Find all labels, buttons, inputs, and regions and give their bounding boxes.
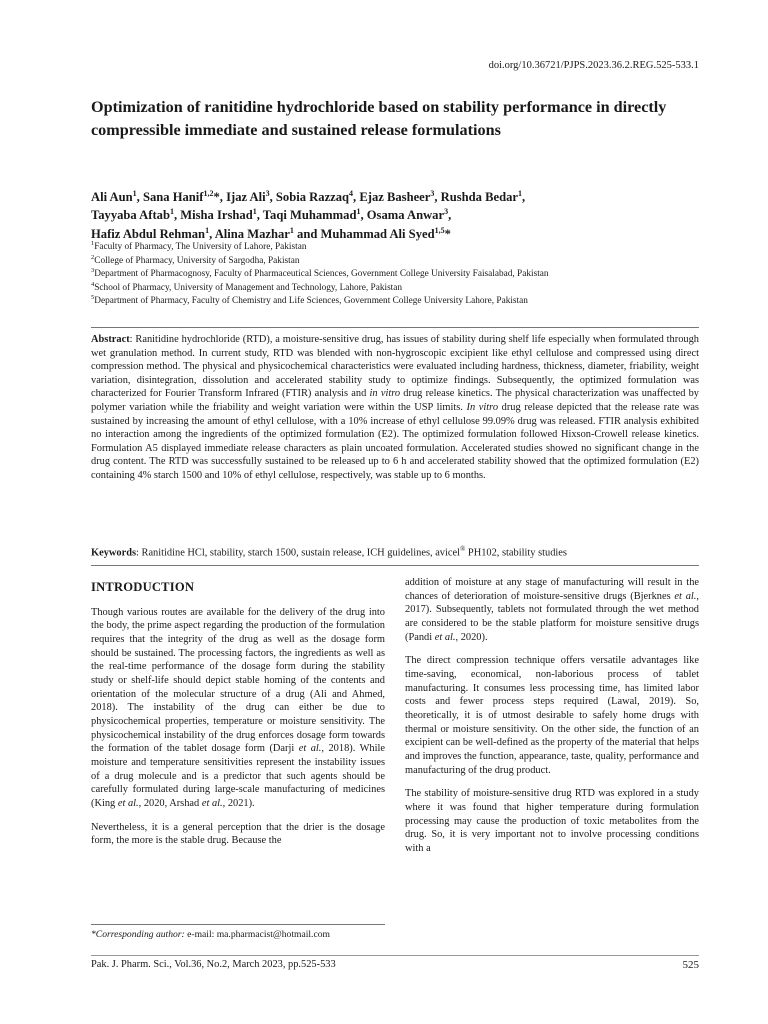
intro-paragraph-5: The stability of moisture-sensitive drug RTD was explored in a study where it was found that higher temperature during formulation processing may cause the production of toxic metabolites from the drug. So, it is very important not to involve processing conditions with a xyxy=(405,788,699,854)
affiliation-item: $^2$College of Pharmacy, University of Sargodha, Pakistan xyxy=(91,253,300,266)
author-name: Misha Irshad xyxy=(180,208,253,223)
author-name: Tayyaba Aftab xyxy=(91,208,170,223)
section-heading-introduction: INTRODUCTION xyxy=(91,580,195,594)
author-list: Ali Aun$^1$, Sana Hanif$^{1,2}$*, Ijaz Ali$^3$, Sobia Razzaq$^4$, Ejaz Basheer$^3$, Rushda Bedar$^1$, Tayyaba Aftab$^1$, Misha Irshad$^1$, Taqi Muhammad$^1$, Osama Anwar$^3$, Hafiz Abdul Rehman$^1$, Alina Mazhar$^1$ and Muhammad Ali Syed$^{1,5}$* xyxy=(91,188,526,241)
footnote-divider xyxy=(91,924,385,925)
keywords-line: Keywords: Ranitidine HCl, stability, starch 1500, sustain release, ICH guidelines, avicel® PH102, stability studies xyxy=(91,545,699,566)
author-affiliation-marker: 1,5 xyxy=(434,225,445,235)
author-affiliation-marker: 1 xyxy=(169,207,174,217)
author-name: Ejaz Basheer xyxy=(359,190,431,204)
author-affiliation-marker: 1 xyxy=(289,225,294,235)
left-column xyxy=(91,577,385,858)
author-affiliation-marker: 1 xyxy=(132,188,137,198)
affiliation-item: $^3$Department of Pharmacognosy, Faculty of Pharmaceutical Sciences, Government College University Faisalabad, Pakistan xyxy=(91,267,549,280)
author-name: Muhammad Ali Syed xyxy=(320,226,435,241)
corresponding-author-footnote: *Corresponding author: e-mail: ma.pharmacist@hotmail.com xyxy=(91,929,330,940)
author-affiliation-marker: 3 xyxy=(265,188,270,198)
doi-link[interactable]: doi.org/10.36721/PJPS.2023.36.2.REG.525-533.1 xyxy=(488,60,699,71)
abstract-label: Abstract xyxy=(91,334,130,345)
corresponding-email[interactable]: e-mail: ma.pharmacist@hotmail.com xyxy=(184,929,330,940)
right-column xyxy=(405,576,699,865)
author-name: Ali Aun xyxy=(91,190,133,204)
author-name: Osama Anwar xyxy=(366,208,445,223)
affiliation-item: $^5$Department of Pharmacy, Faculty of Chemistry and Life Sciences, Government College University Lahore, Pakistan xyxy=(91,294,528,307)
author-name: Hafiz Abdul Rehman xyxy=(91,226,206,241)
author-affiliation-marker: 1 xyxy=(517,188,522,198)
keywords-label: Keywords xyxy=(91,547,137,559)
author-name: Sobia Razzaq xyxy=(275,190,350,204)
page-footer xyxy=(91,955,699,970)
author-affiliation-marker: 1,2 xyxy=(203,188,214,198)
author-name: Taqi Muhammad xyxy=(262,208,357,223)
author-affiliation-marker: 1 xyxy=(252,207,257,217)
intro-paragraph-1: Though various routes are available for the delivery of the drug into the body, the prime aspect regarding the production of the formulation requires that the integrity of the drug as well as the dosage form should be sustained. The processing factors, the ingredients as well as the real-time performance of the dosage form during the stability study or shelf-life should depict stable homing of the contents and orientation of the molecular structure of a drug (Ali and Ahmed, 2018). The instability of the drug can either be due to physicochemical properties, temperature or moisture sensitivity. The physicochemical instability of the drug enforces dosage form towards the formation of the tablet dosage form (Darji et al., 2018). While moisture and temperature sensitivities represent the instability issues of a drug molecule and is a predictor that such agents should be carefully formulated during large-scale manufacturing of medicines (King et al., 2020, Arshad et al., 2021). xyxy=(91,606,385,809)
intro-paragraph-4: The direct compression technique offers versatile advantages like time-saving, economical, non-laborious process of tablet manufacturing. It consumes less processing time, has limited labor costs and fewer process steps required (Lawal, 2019). So, theoretically, it is of utmost desirable to safely home drugs with thermal or moisture sensitivity. On the other side, the function of an excipient can be well-defined as the property of the material that helps and improves the function, appearance, taste, quality, performance and manufacturing of the drug product. xyxy=(405,655,699,776)
author-name: Sana Hanif xyxy=(142,190,204,204)
author-affiliation-marker: 3 xyxy=(430,188,435,198)
affiliation-list xyxy=(91,241,711,309)
author-affiliation-marker: 1 xyxy=(205,225,210,235)
author-name: Ijaz Ali xyxy=(226,190,266,204)
author-affiliation-marker: 4 xyxy=(349,188,354,198)
author-name: Alina Mazhar xyxy=(214,226,290,241)
abstract-text: Abstract: Ranitidine hydrochloride (RTD), a moisture-sensitive drug, has issues of stability during shelf life especially when formulated through wet granulation method. In current study, RTD was blended with non-hygroscopic excipient like ethyl cellulose and compressed using direct compression method. The physical and physicochemical characteristics were evaluated including hardness, thickness, diameter, friability, weight variation, disintegration, dissolution and accelerated stability study to optimize findings. Subsequently, the optimized formulation was characterized for Fourier Transform Infrared (FTIR) analysis and in vitro drug release kinetics. The physical characterization was unaffected by polymer variation while the friability and weight variation were within the USP limits. In vitro drug release depicted that the release rate was sustained by increasing the amount of ethyl cellulose, with a 10% increase of ethyl cellulose 99.09% drug was released. FTIR analysis exhibited no interaction among the ingredients of the optimized formulation (E2). The optimized formulation followed Hixson-Crowell release kinetics. Formulation A5 displayed immediate release characters as plain uncoated formulation. Accelerated studies showed no significant change in the drug content. The RTD was successfully sustained to be released up to 6 h and accelerated stability showed that the optimized formulation (E2) containing 4% starch 1500 and 10% of ethyl cellulose, respectively, was stable up to 6 months. xyxy=(91,334,700,481)
page-number: 525 xyxy=(682,959,699,971)
author-affiliation-marker: 1 xyxy=(356,207,361,217)
author-affiliation-marker: 3 xyxy=(444,207,449,217)
intro-paragraph-2: Nevertheless, it is a general perception that the drier is the dosage form, the more is the stable drug. Because the xyxy=(91,821,385,847)
affiliation-item: $^1$Faculty of Pharmacy, The University of Lahore, Pakistan xyxy=(91,239,307,252)
abstract-section xyxy=(91,327,699,483)
author-name: Rushda Bedar xyxy=(440,190,518,204)
journal-citation: Pak. J. Pharm. Sci., Vol.36, No.2, March 2023, pp.525-533 xyxy=(91,959,336,970)
paper-title: Optimization of ranitidine hydrochloride based on stability performance in directly compressible immediate and sustained release formulations xyxy=(91,98,667,139)
intro-paragraph-3: addition of moisture at any stage of manufacturing will result in the chances of deterioration of moisture-sensitive drugs (Bjerknes et al., 2017). Subsequently, tablets not formulated through the wet method are considered to be the stable platform for moisture sensitive drugs (Pandi et al., 2020). xyxy=(405,577,699,643)
affiliation-item: $^4$School of Pharmacy, University of Management and Technology, Lahore, Pakistan xyxy=(91,280,403,293)
